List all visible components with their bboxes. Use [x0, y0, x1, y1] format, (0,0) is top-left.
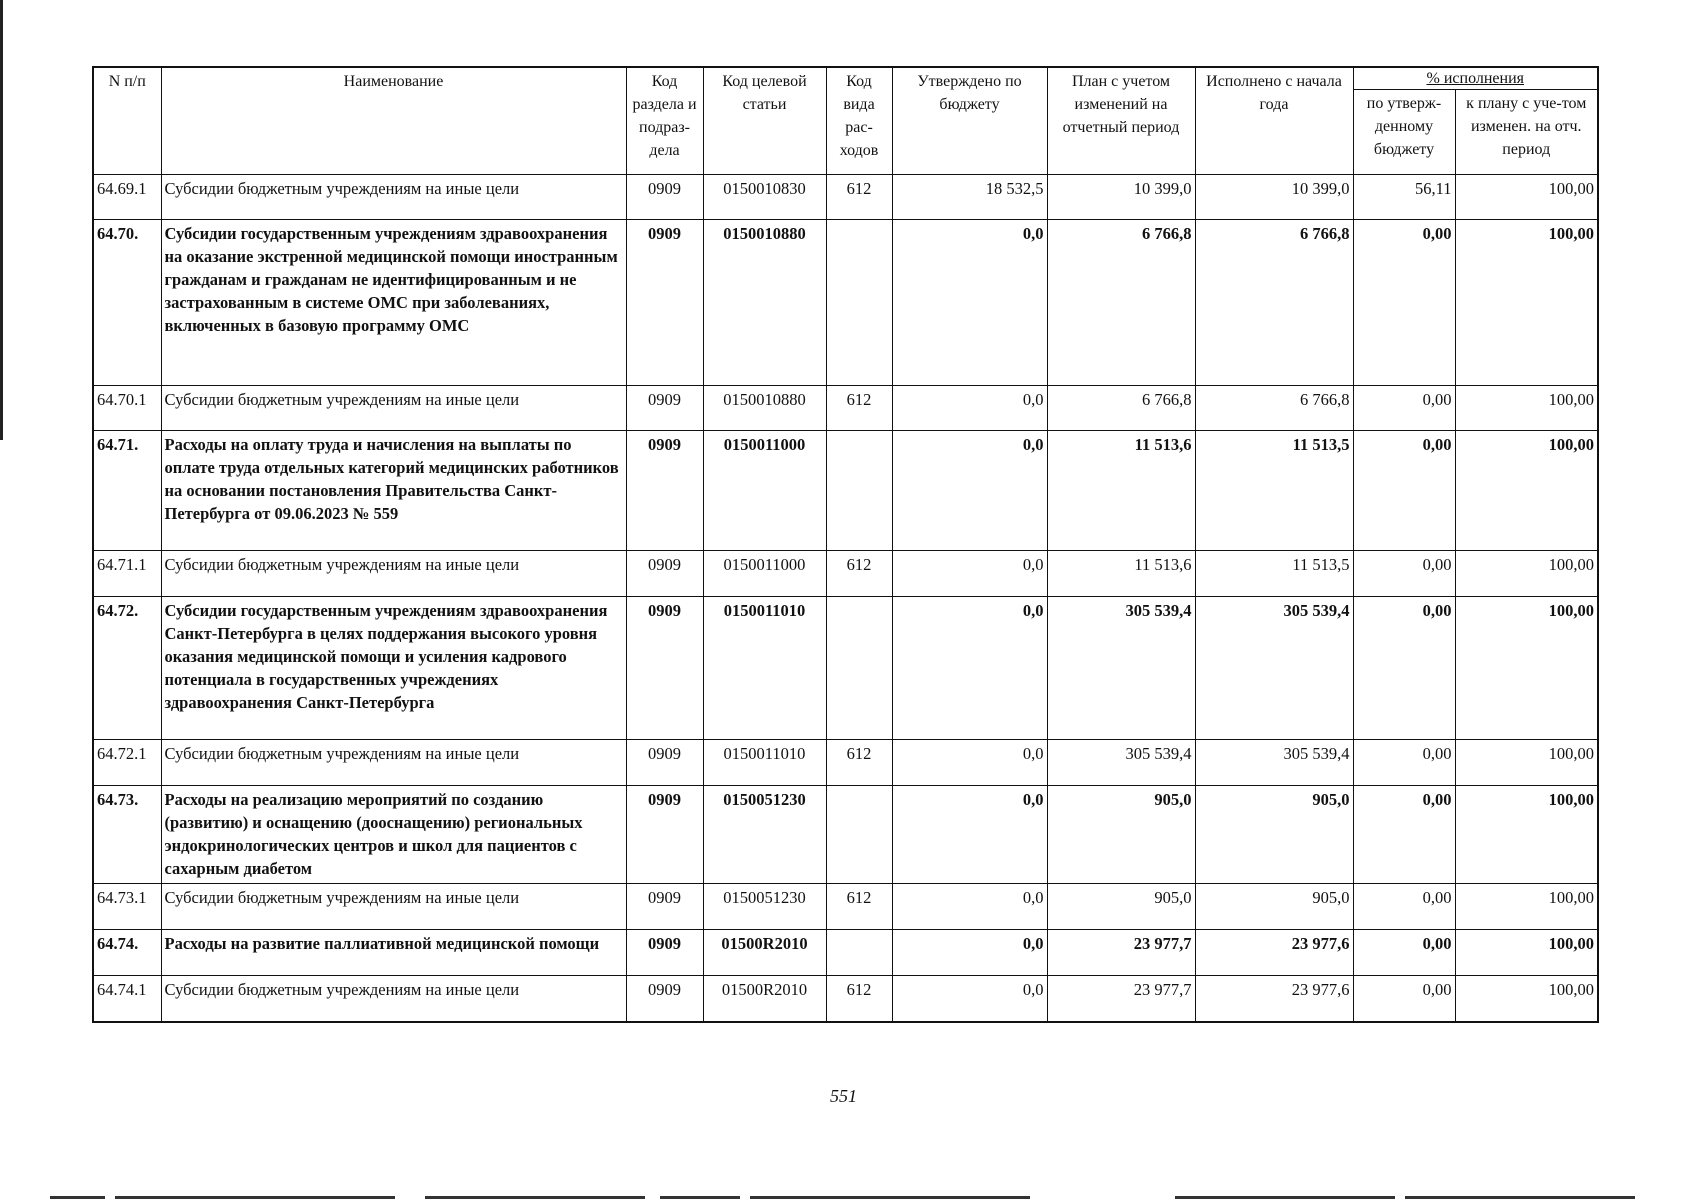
cell-name: Расходы на развитие паллиативной медицинской помощи [161, 930, 626, 976]
header-plan: План с учетом изменений на отчетный период [1047, 67, 1195, 175]
cell-approved: 0,0 [892, 884, 1047, 930]
cell-approved: 0,0 [892, 930, 1047, 976]
cell-executed: 305 539,4 [1195, 740, 1353, 786]
cell-executed: 23 977,6 [1195, 930, 1353, 976]
cell-name: Субсидии бюджетным учреждениям на иные цели [161, 175, 626, 220]
table-row [93, 175, 1598, 220]
cell-plan: 10 399,0 [1047, 175, 1195, 220]
cell-pct-budget: 0,00 [1353, 976, 1455, 1023]
cell-pct-budget: 0,00 [1353, 930, 1455, 976]
cell-target-code: 0150011000 [703, 431, 826, 551]
cell-expense-code [826, 786, 892, 884]
cell-section-code: 0909 [626, 386, 703, 431]
cell-section-code: 0909 [626, 884, 703, 930]
table-row [93, 431, 1598, 551]
cell-name: Субсидии государственным учреждениям здравоохранения Санкт-Петербурга в целях поддержания высокого уровня оказания медицинской помощи и усиления кадрового потенциала в государственных учреждениях здравоохранения Санкт-Петербурга [161, 597, 626, 740]
cell-pct-plan: 100,00 [1455, 386, 1598, 431]
cell-num: 64.72.1 [93, 740, 161, 786]
cell-plan: 11 513,6 [1047, 551, 1195, 597]
table-row [93, 220, 1598, 386]
table-row [93, 976, 1598, 1023]
cell-pct-plan: 100,00 [1455, 786, 1598, 884]
cell-approved: 0,0 [892, 431, 1047, 551]
cell-pct-budget: 0,00 [1353, 740, 1455, 786]
cell-plan: 6 766,8 [1047, 220, 1195, 386]
cell-section-code: 0909 [626, 930, 703, 976]
cell-target-code: 0150051230 [703, 786, 826, 884]
cell-plan: 23 977,7 [1047, 976, 1195, 1023]
cell-expense-code: 612 [826, 976, 892, 1023]
cell-name: Субсидии государственным учреждениям здравоохранения на оказание экстренной медицинской помощи иностранным гражданам и гражданам не идентифицированным и не застрахованным в системе ОМС при заболеваниях, включенных в базовую программу ОМС [161, 220, 626, 386]
cell-name: Субсидии бюджетным учреждениям на иные цели [161, 386, 626, 431]
cell-expense-code: 612 [826, 740, 892, 786]
footer-rule [660, 1196, 740, 1199]
cell-section-code: 0909 [626, 220, 703, 386]
cell-executed: 905,0 [1195, 786, 1353, 884]
cell-expense-code: 612 [826, 175, 892, 220]
header-pct-group: % исполнения [1353, 67, 1598, 90]
cell-executed: 6 766,8 [1195, 386, 1353, 431]
cell-target-code: 0150011010 [703, 597, 826, 740]
cell-name: Субсидии бюджетным учреждениям на иные цели [161, 740, 626, 786]
cell-pct-budget: 0,00 [1353, 551, 1455, 597]
cell-name: Расходы на реализацию мероприятий по созданию (развитию) и оснащению (дооснащению) региональных эндокринологических центров и школ для пациентов с сахарным диабетом [161, 786, 626, 884]
scan-edge-mark [0, 0, 3, 440]
cell-target-code: 0150011000 [703, 551, 826, 597]
cell-target-code: 0150011010 [703, 740, 826, 786]
cell-executed: 23 977,6 [1195, 976, 1353, 1023]
cell-num: 64.73. [93, 786, 161, 884]
cell-num: 64.73.1 [93, 884, 161, 930]
header-target-code: Код целевой статьи [703, 67, 826, 175]
page-number: 551 [830, 1086, 857, 1106]
cell-pct-plan: 100,00 [1455, 431, 1598, 551]
cell-pct-budget: 0,00 [1353, 220, 1455, 386]
cell-pct-budget: 0,00 [1353, 386, 1455, 431]
cell-target-code: 0150010880 [703, 220, 826, 386]
footer-rule [50, 1196, 105, 1199]
footer-rule [425, 1196, 645, 1199]
header-executed: Исполнено с начала года [1195, 67, 1353, 175]
cell-name: Расходы на оплату труда и начисления на выплаты по оплате труда отдельных категорий медицинских работников на основании постановления Правительства Санкт-Петербурга от 09.06.2023 № 559 [161, 431, 626, 551]
cell-pct-budget: 0,00 [1353, 431, 1455, 551]
cell-executed: 11 513,5 [1195, 551, 1353, 597]
cell-approved: 18 532,5 [892, 175, 1047, 220]
table-row [93, 930, 1598, 976]
cell-section-code: 0909 [626, 431, 703, 551]
cell-pct-plan: 100,00 [1455, 551, 1598, 597]
cell-plan: 23 977,7 [1047, 930, 1195, 976]
table-row [93, 386, 1598, 431]
cell-approved: 0,0 [892, 597, 1047, 740]
table-row [93, 884, 1598, 930]
header-pct-budget: по утверж-денному бюджету [1353, 90, 1455, 175]
cell-section-code: 0909 [626, 175, 703, 220]
cell-pct-budget: 56,11 [1353, 175, 1455, 220]
cell-section-code: 0909 [626, 551, 703, 597]
cell-target-code: 0150010830 [703, 175, 826, 220]
cell-plan: 11 513,6 [1047, 431, 1195, 551]
cell-approved: 0,0 [892, 740, 1047, 786]
cell-pct-plan: 100,00 [1455, 930, 1598, 976]
cell-pct-plan: 100,00 [1455, 220, 1598, 386]
cell-name: Субсидии бюджетным учреждениям на иные цели [161, 551, 626, 597]
cell-pct-budget: 0,00 [1353, 786, 1455, 884]
cell-section-code: 0909 [626, 786, 703, 884]
cell-section-code: 0909 [626, 597, 703, 740]
cell-expense-code: 612 [826, 884, 892, 930]
cell-approved: 0,0 [892, 976, 1047, 1023]
cell-pct-plan: 100,00 [1455, 976, 1598, 1023]
cell-expense-code [826, 930, 892, 976]
cell-executed: 11 513,5 [1195, 431, 1353, 551]
cell-plan: 305 539,4 [1047, 597, 1195, 740]
header-num: N п/п [93, 67, 161, 175]
budget-execution-table [92, 66, 1599, 1023]
footer-rule [115, 1196, 395, 1199]
cell-approved: 0,0 [892, 386, 1047, 431]
cell-section-code: 0909 [626, 976, 703, 1023]
header-pct-plan: к плану с уче-том изменен. на отч. период [1455, 90, 1598, 175]
cell-executed: 905,0 [1195, 884, 1353, 930]
cell-approved: 0,0 [892, 220, 1047, 386]
cell-num: 64.71.1 [93, 551, 161, 597]
cell-expense-code [826, 431, 892, 551]
cell-approved: 0,0 [892, 786, 1047, 884]
cell-plan: 305 539,4 [1047, 740, 1195, 786]
cell-pct-plan: 100,00 [1455, 597, 1598, 740]
cell-name: Субсидии бюджетным учреждениям на иные цели [161, 976, 626, 1023]
cell-num: 64.74.1 [93, 976, 161, 1023]
table-row [93, 740, 1598, 786]
footer-rule [1175, 1196, 1395, 1199]
cell-target-code: 01500R2010 [703, 976, 826, 1023]
cell-pct-budget: 0,00 [1353, 884, 1455, 930]
cell-approved: 0,0 [892, 551, 1047, 597]
cell-target-code: 0150051230 [703, 884, 826, 930]
cell-target-code: 0150010880 [703, 386, 826, 431]
cell-plan: 905,0 [1047, 786, 1195, 884]
cell-pct-budget: 0,00 [1353, 597, 1455, 740]
cell-executed: 305 539,4 [1195, 597, 1353, 740]
header-expense-code: Код вида рас-ходов [826, 67, 892, 175]
footer-rule [1405, 1196, 1635, 1199]
table-row [93, 786, 1598, 884]
cell-executed: 6 766,8 [1195, 220, 1353, 386]
header-name: Наименование [161, 67, 626, 175]
header-approved: Утверждено по бюджету [892, 67, 1047, 175]
cell-name: Субсидии бюджетным учреждениям на иные цели [161, 884, 626, 930]
cell-plan: 905,0 [1047, 884, 1195, 930]
cell-num: 64.71. [93, 431, 161, 551]
cell-target-code: 01500R2010 [703, 930, 826, 976]
table-row [93, 597, 1598, 740]
footer-rule [750, 1196, 1030, 1199]
header-section-code: Код раздела и подраз-дела [626, 67, 703, 175]
cell-expense-code: 612 [826, 386, 892, 431]
cell-pct-plan: 100,00 [1455, 884, 1598, 930]
cell-executed: 10 399,0 [1195, 175, 1353, 220]
table-body [93, 175, 1598, 1023]
cell-pct-plan: 100,00 [1455, 740, 1598, 786]
cell-plan: 6 766,8 [1047, 386, 1195, 431]
cell-num: 64.72. [93, 597, 161, 740]
cell-num: 64.74. [93, 930, 161, 976]
cell-expense-code: 612 [826, 551, 892, 597]
cell-expense-code [826, 220, 892, 386]
cell-expense-code [826, 597, 892, 740]
cell-num: 64.69.1 [93, 175, 161, 220]
table-row [93, 551, 1598, 597]
header-row [93, 67, 1598, 90]
cell-section-code: 0909 [626, 740, 703, 786]
cell-num: 64.70.1 [93, 386, 161, 431]
cell-pct-plan: 100,00 [1455, 175, 1598, 220]
document-page [92, 66, 1597, 1023]
cell-num: 64.70. [93, 220, 161, 386]
